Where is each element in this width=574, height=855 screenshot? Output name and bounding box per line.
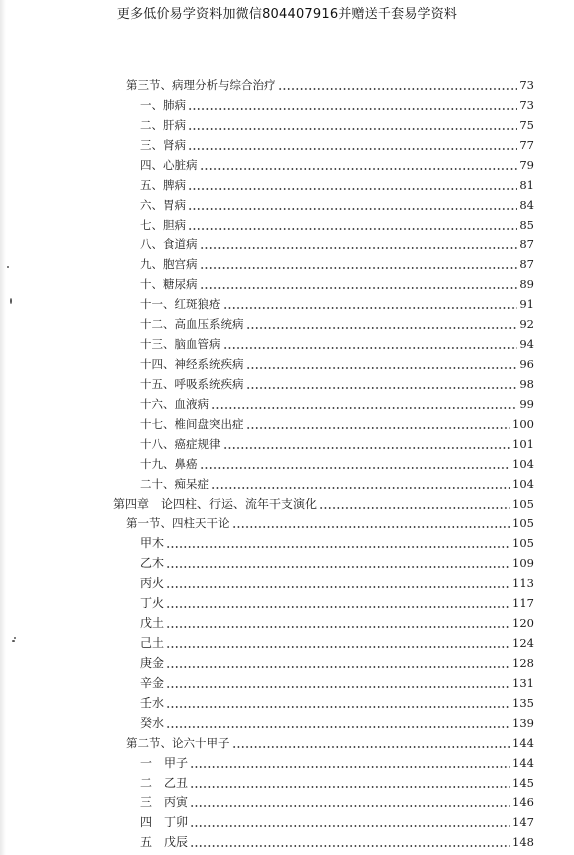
toc-entry-title: 七、胆病 [140,217,186,232]
dot-leader [246,414,511,434]
toc-page-number: 77 [519,137,534,152]
toc-entry-title: 十七、椎间盘突出症 [140,416,244,431]
dot-leader [188,95,517,115]
toc-section [126,75,534,95]
toc-entry-title: 十四、神经系统疾病 [140,357,244,372]
dot-leader [319,494,510,514]
toc-page-number: 120 [512,616,534,631]
dot-leader [278,75,518,95]
toc-entry-title: 十九、鼻癌 [140,456,198,471]
toc-page-number: 98 [519,376,534,391]
dot-leader [223,334,518,354]
dot-leader [166,613,510,633]
toc-entry [140,135,534,155]
dot-leader [211,474,510,494]
toc-entry-title: 丙火 [140,576,165,591]
toc-entry [140,274,534,294]
scan-speck [14,637,16,639]
toc-entry-title: 九、胞宫病 [140,257,198,272]
dot-leader [200,254,518,274]
toc-entry-title: 四 丁卯 [140,815,189,830]
toc-page-number: 109 [512,556,534,571]
toc-entry [140,374,534,394]
header-watermark-text: 更多低价易学资料加微信804407916并赠送千套易学资料 [116,7,458,22]
toc-entry-title: 甲木 [140,536,165,551]
toc-page-number: 148 [512,835,534,850]
toc-page-number: 128 [512,655,534,670]
toc-page-number: 94 [519,337,534,352]
dot-leader [166,553,510,573]
toc-page-number: 81 [519,177,534,192]
scan-speck [12,640,15,642]
toc-page-number: 79 [519,157,534,172]
toc-entry-title: 二、肝病 [140,117,186,132]
toc-entry-title: 第三节、病理分析与综合治疗 [126,78,276,92]
dot-leader [166,593,510,613]
toc-entry [140,832,534,852]
toc-page-number: 113 [512,576,534,591]
toc-entry-title: 己土 [140,636,165,651]
dot-leader [190,832,510,852]
scan-speck [7,266,9,268]
toc-entry [140,215,534,235]
toc-page-number: 145 [512,775,534,790]
toc-entry-title: 三、肾病 [140,137,186,152]
dot-leader [246,374,518,394]
toc-entry [140,155,534,175]
toc-page-number: 85 [519,217,534,232]
toc-page-number: 89 [519,277,534,292]
toc-entry [140,95,534,115]
toc-entry-title: 十三、脑血管病 [140,337,221,352]
toc-page-number: 91 [519,297,534,312]
toc-page-number: 131 [512,675,534,690]
toc-entry-title: 十六、血液病 [140,396,209,411]
toc-entry-title: 五、脾病 [140,177,186,192]
toc-entry [140,633,534,653]
dot-leader [188,175,517,195]
toc-entry-title: 第四章 论四柱、行运、流年干支演化 [113,496,318,511]
scan-speck [10,298,12,304]
toc-page-number: 124 [512,636,534,651]
toc-page-number: 104 [512,456,534,471]
dot-leader [188,215,517,235]
dot-leader [166,713,510,733]
toc-entry-title: 六、胃病 [140,197,186,212]
toc-entry [140,414,534,434]
dot-leader [200,234,518,254]
toc-entry [140,792,534,812]
dot-leader [246,314,518,334]
toc-page-number: 73 [519,78,534,92]
toc-entry-title: 辛金 [140,675,165,690]
dot-leader [166,633,510,653]
toc-entry-title: 十一、红斑狼疮 [140,297,221,312]
toc-entry-title: 十五、呼吸系统疾病 [140,376,244,391]
toc-entry [140,175,534,195]
toc-entry [140,533,534,553]
toc-page-number: 135 [512,695,534,710]
toc-page-number: 87 [519,237,534,252]
dot-leader [190,753,510,773]
dot-leader [223,294,518,314]
toc-entry [140,354,534,374]
toc-page-number: 146 [512,795,534,810]
toc-page-number: 147 [512,815,534,830]
dot-leader [188,195,517,215]
toc-chapter [113,494,534,514]
toc-page-number: 144 [512,755,534,770]
toc-entry [140,334,534,354]
page-edge [0,0,6,855]
toc-entry-title: 戊土 [140,616,165,631]
toc-entry [140,653,534,673]
toc-page-number: 87 [519,257,534,272]
toc-page-number: 96 [519,357,534,372]
toc-page-number: 105 [512,496,534,511]
toc-page-number: 75 [519,117,534,132]
toc-entry [140,474,534,494]
dot-leader [232,513,511,533]
toc-entry-title: 第一节、四柱天干论 [126,516,230,531]
dot-leader [200,155,518,175]
dot-leader [232,733,511,753]
toc-entry [140,812,534,832]
toc-entry-title: 二十、痴呆症 [140,476,209,491]
toc-entry-title: 第二节、论六十甲子 [126,735,230,750]
toc-entry-title: 一 甲子 [140,755,189,770]
toc-page-number: 100 [512,416,534,431]
toc-entry [140,254,534,274]
toc-page-number: 84 [519,197,534,212]
dot-leader [211,394,517,414]
toc-entry [140,693,534,713]
toc-page-number: 99 [519,396,534,411]
toc-entry [140,553,534,573]
toc-entry-title: 二 乙丑 [140,775,189,790]
dot-leader [246,354,518,374]
dot-leader [166,693,510,713]
toc-entry [140,613,534,633]
toc-entry [140,593,534,613]
dot-leader [200,454,511,474]
toc-entry-title: 五 戊辰 [140,835,189,850]
toc-entry-title: 庚金 [140,655,165,670]
toc-page-number: 139 [512,715,534,730]
dot-leader [223,434,511,454]
toc-page-number: 92 [519,317,534,332]
toc-page-number: 73 [519,97,534,112]
toc-entry-title: 三 丙寅 [140,795,189,810]
toc-entry [140,115,534,135]
toc-entry-title: 丁火 [140,596,165,611]
toc-entry-title: 壬水 [140,695,165,710]
toc-entry [140,294,534,314]
toc-entry-title: 乙木 [140,556,165,571]
toc-page-number: 105 [512,536,534,551]
toc-entry [140,713,534,733]
toc-entry [140,673,534,693]
toc-page-number: 117 [512,596,534,611]
dot-leader [188,115,517,135]
toc-section [126,513,534,533]
toc-page-number: 101 [512,436,534,451]
toc-entry-title: 八、食道病 [140,237,198,252]
toc-entry [140,573,534,593]
toc-entry [140,434,534,454]
dot-leader [188,135,517,155]
toc-entry [140,314,534,334]
toc-page-number: 104 [512,476,534,491]
toc-entry-title: 十、糖尿病 [140,277,198,292]
dot-leader [166,673,510,693]
dot-leader [190,773,510,793]
toc-entry-title: 癸水 [140,715,165,730]
dot-leader [166,653,510,673]
toc-entry [140,234,534,254]
toc-page-number: 105 [512,516,534,531]
toc-entry [140,394,534,414]
toc-entry [140,195,534,215]
toc-entry-title: 四、心脏病 [140,157,198,172]
toc-entry-title: 十八、癌症规律 [140,436,221,451]
dot-leader [190,812,510,832]
dot-leader [166,533,510,553]
toc-entry-title: 十二、高血压系统病 [140,317,244,332]
toc-page-number: 144 [512,735,534,750]
toc-entry [140,753,534,773]
toc-section [126,733,534,753]
toc-entry [140,454,534,474]
toc-entry [140,773,534,793]
dot-leader [190,792,510,812]
dot-leader [166,573,510,593]
dot-leader [200,274,518,294]
toc-entry-title: 一、肺病 [140,97,186,112]
